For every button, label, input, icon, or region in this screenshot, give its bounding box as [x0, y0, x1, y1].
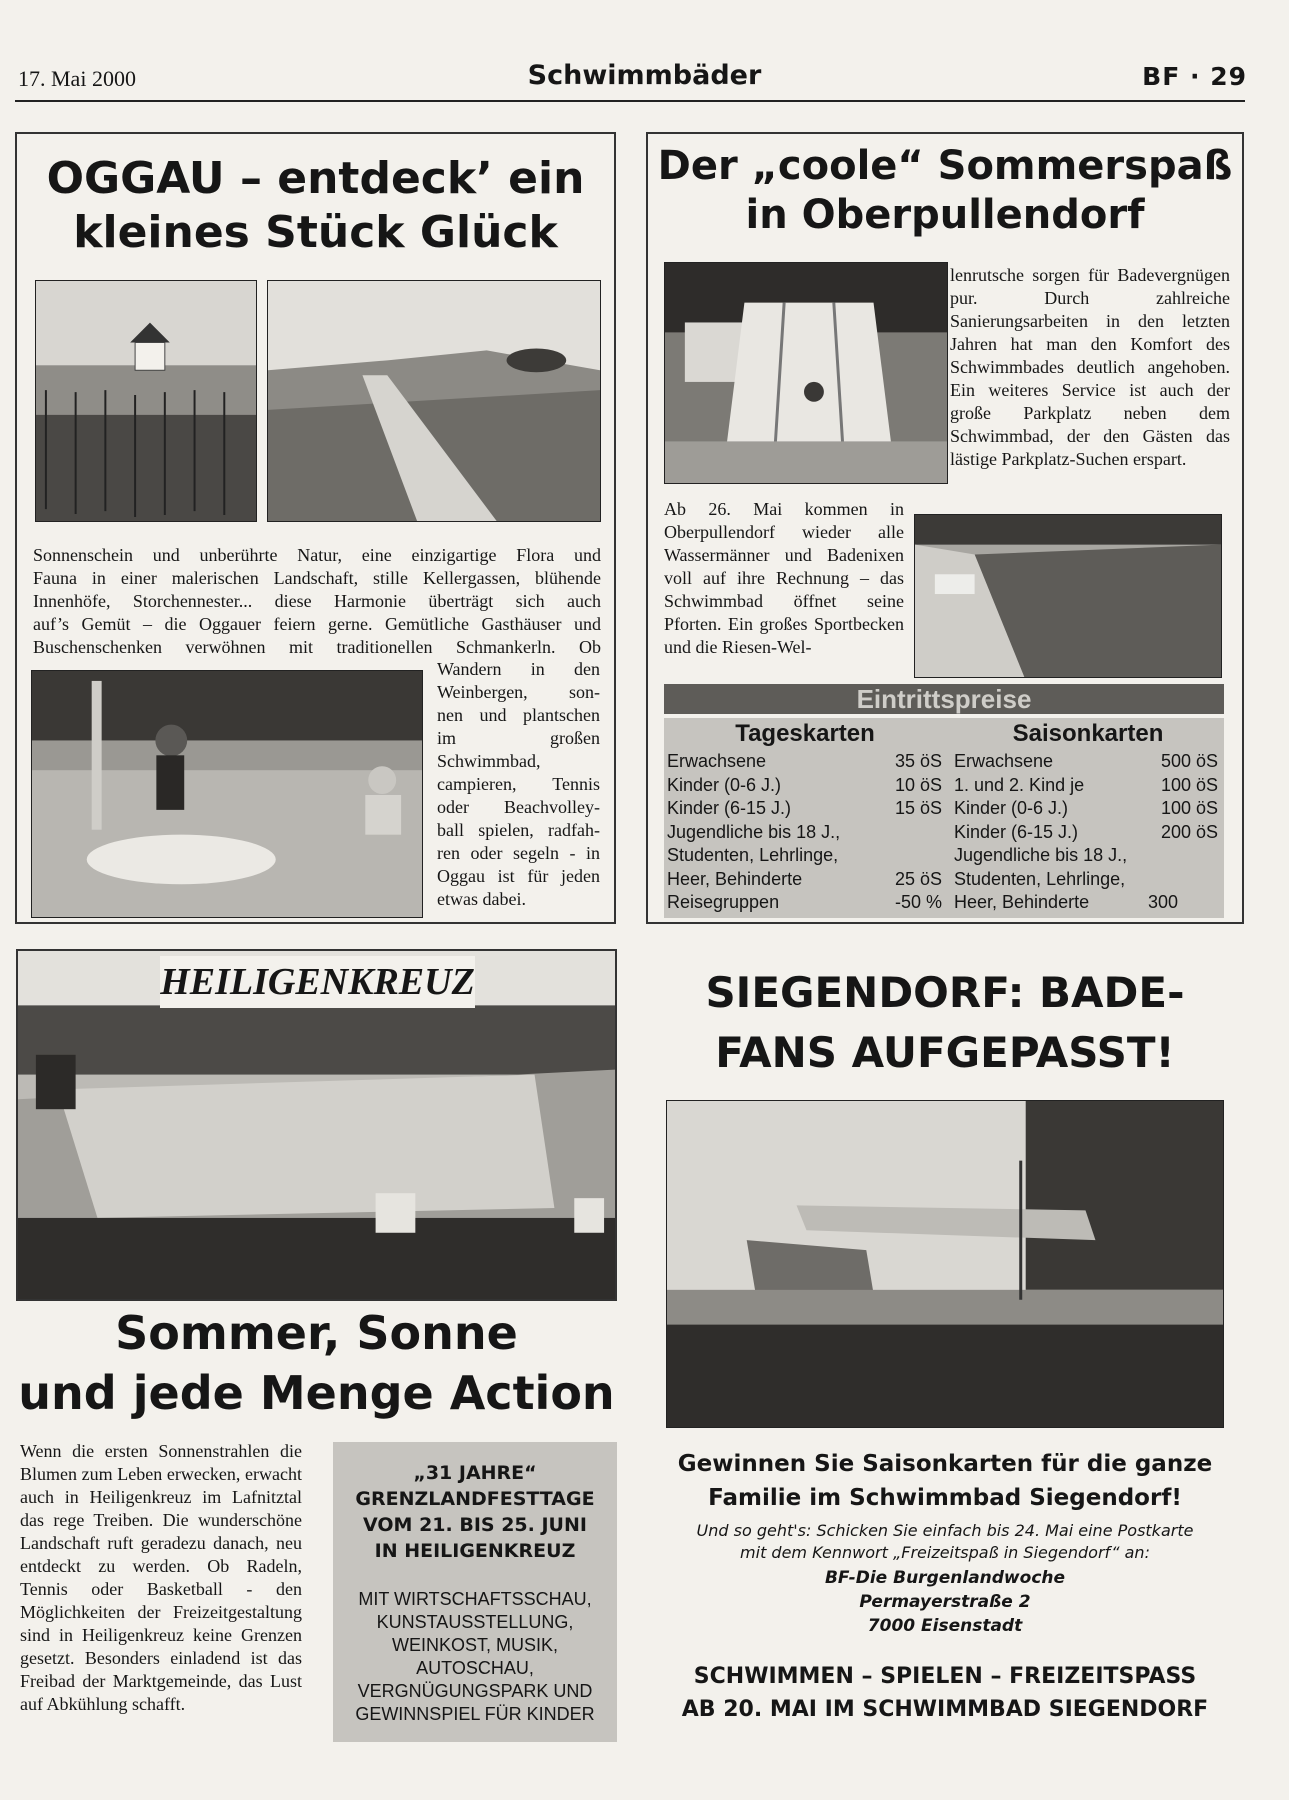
price-row: Kinder (0-6 J.) 100 öS — [954, 798, 1218, 818]
price-row: Erwachsene 500 öS — [954, 751, 1218, 771]
siegendorf-footer: SCHWIMMEN – SPIELEN – FREIZEITSPASS AB 20. MAI IM SCHWIMMBAD SIEGENDORF — [681, 1664, 1209, 1722]
header-rule — [15, 100, 1245, 102]
day-tickets-title: Tageskarten — [735, 720, 875, 747]
price-row: 1. und 2. Kind je 100 öS — [954, 774, 1218, 795]
price-table — [664, 718, 1224, 918]
season-price-list — [954, 750, 1218, 915]
section-title: Schwimmbäder — [527, 60, 762, 91]
children-pool-photo — [31, 670, 423, 918]
oberpullendorf-headline: Der „coole“ Sommerspaß in Oberpullendorf — [657, 143, 1233, 238]
heiligenkreuz-headline: Sommer, Sonne und jede Menge Action — [18, 1306, 615, 1420]
siegendorf-headline: SIEGENDORF: BADE- FANS AUFGEPASST! — [705, 968, 1185, 1077]
prices-title-bar: Eintrittspreise — [664, 684, 1224, 714]
oggau-side-text: Wandern in den Weinbergen, son- nen und plantschen im großen Schwimmbad, campieren, Tennis oder Beachvolley- ball spielen, radfah- ren oder segeln - in Oggau ist für jeden etwas dabei. — [437, 659, 600, 909]
price-row: Kinder (0-6 J.) 10 öS — [667, 774, 942, 795]
price-row: Jugendliche bis 18 J., — [954, 845, 1128, 865]
vineyard-photo — [35, 280, 257, 522]
water-slide-photo — [664, 262, 948, 484]
page-date: 17. Mai 2000 — [18, 66, 136, 91]
price-row: Jugendliche bis 18 J., — [667, 821, 841, 842]
path-photo — [267, 280, 601, 522]
price-row: Erwachsene 35 öS — [667, 751, 942, 771]
page-number: BF · 29 — [1142, 62, 1247, 91]
oggau-article — [15, 132, 616, 924]
siegendorf-instructions: Und so geht's: Schicken Sie einfach bis 24. Mai eine Postkarte mit dem Kennwort „Freizeitspaß in Siegendorf“ an: — [696, 1521, 1194, 1562]
festival-title: „31 JAHRE“ GRENZLANDFESTTAGE VOM 21. BIS 25. JUNI IN HEILIGENKREUZ — [355, 1462, 595, 1562]
festival-box — [333, 1442, 617, 1742]
oberpullendorf-right-text: lenrutsche sorgen für Badevergnügen pur. Durch zahlreiche Sanierungsarbeiten in den letzten Jahren hat man den Komfort des Schwimmbades deutlich angehoben. Ein weiteres Service ist auch der große Parkplatz neben dem Schwimmbad, der den Gästen das lästige Parkplatz-Suchen erspart. — [950, 265, 1230, 469]
oggau-headline: OGGAU – entdeck’ ein kleines Stück Glück — [46, 153, 585, 258]
price-row: Reisegruppen -50 % — [667, 892, 942, 912]
sport-pool-photo — [914, 514, 1222, 678]
price-row: Heer, Behinderte 25 öS — [667, 868, 942, 889]
siegendorf-pool-photo — [666, 1100, 1224, 1428]
oberpullendorf-article — [646, 132, 1244, 924]
day-price-list — [667, 750, 942, 915]
price-row: Heer, Behinderte 300 — [954, 892, 1178, 912]
heiligenkreuz-body: Wenn die ersten Sonnenstrahlen die Blumen zum Leben erwecken, erwacht auch in Heiligenkreuz im Lafnitztal das rege Treiben. Die wunderschöne Landschaft ruft geradezu danach, neu entdeckt zu werden. Ob Radeln, Tennis oder Basketball - den Möglichkeiten der Freizeitgestaltung sind in Heiligenkreuz keine Grenzen gesetzt. Besonders einladend ist das Freibad der Marktgemeinde, das Lust auf Abkühlung schafft. — [20, 1441, 302, 1714]
siegendorf-win-text: Gewinnen Sie Saisonkarten für die ganze Familie im Schwimmbad Siegendorf! — [677, 1451, 1213, 1511]
siegendorf-address: BF-Die Burgenlandwoche Permayerstraße 2 7000 Eisenstadt — [824, 1568, 1066, 1636]
festival-details: MIT WIRTSCHAFTSSCHAU, KUNSTAUSSTELLUNG, WEINKOST, MUSIK, AUTOSCHAU, VERGNÜGUNGSPARK UND GEWINNSPIEL FÜR KINDER — [355, 1589, 595, 1724]
season-tickets-title: Saisonkarten — [1012, 720, 1164, 747]
price-row: Studenten, Lehrlinge, — [954, 868, 1126, 889]
heiligenkreuz-label: HEILIGENKREUZ — [160, 956, 475, 1008]
price-row: Kinder (6-15 J.) 200 öS — [954, 821, 1218, 842]
price-row: Studenten, Lehrlinge, — [667, 845, 839, 865]
price-row: Kinder (6-15 J.) 15 öS — [667, 798, 942, 818]
oberpullendorf-left-text: Ab 26. Mai kommen in Oberpullendorf wieder alle Wassermänner und Badenixen voll auf ihre Rechnung – das Schwimmbad öffnet seine Pforten. Ein großes Sportbecken und die Riesen-Wel- — [664, 499, 904, 657]
oggau-body: Sonnenschein und unberührte Natur, eine einzigartige Flora und Fauna in einer malerischen Landschaft, stille Kellergassen, blühende Innenhöfe, Storchennester... diese Harmonie überträgt sich auch auf’s Gemüt – die Oggauer feiern gerne. Gemütliche Gasthäuser und Buschenschenken verwöhnen mit traditionellen Schmankerln. Ob — [33, 545, 601, 657]
